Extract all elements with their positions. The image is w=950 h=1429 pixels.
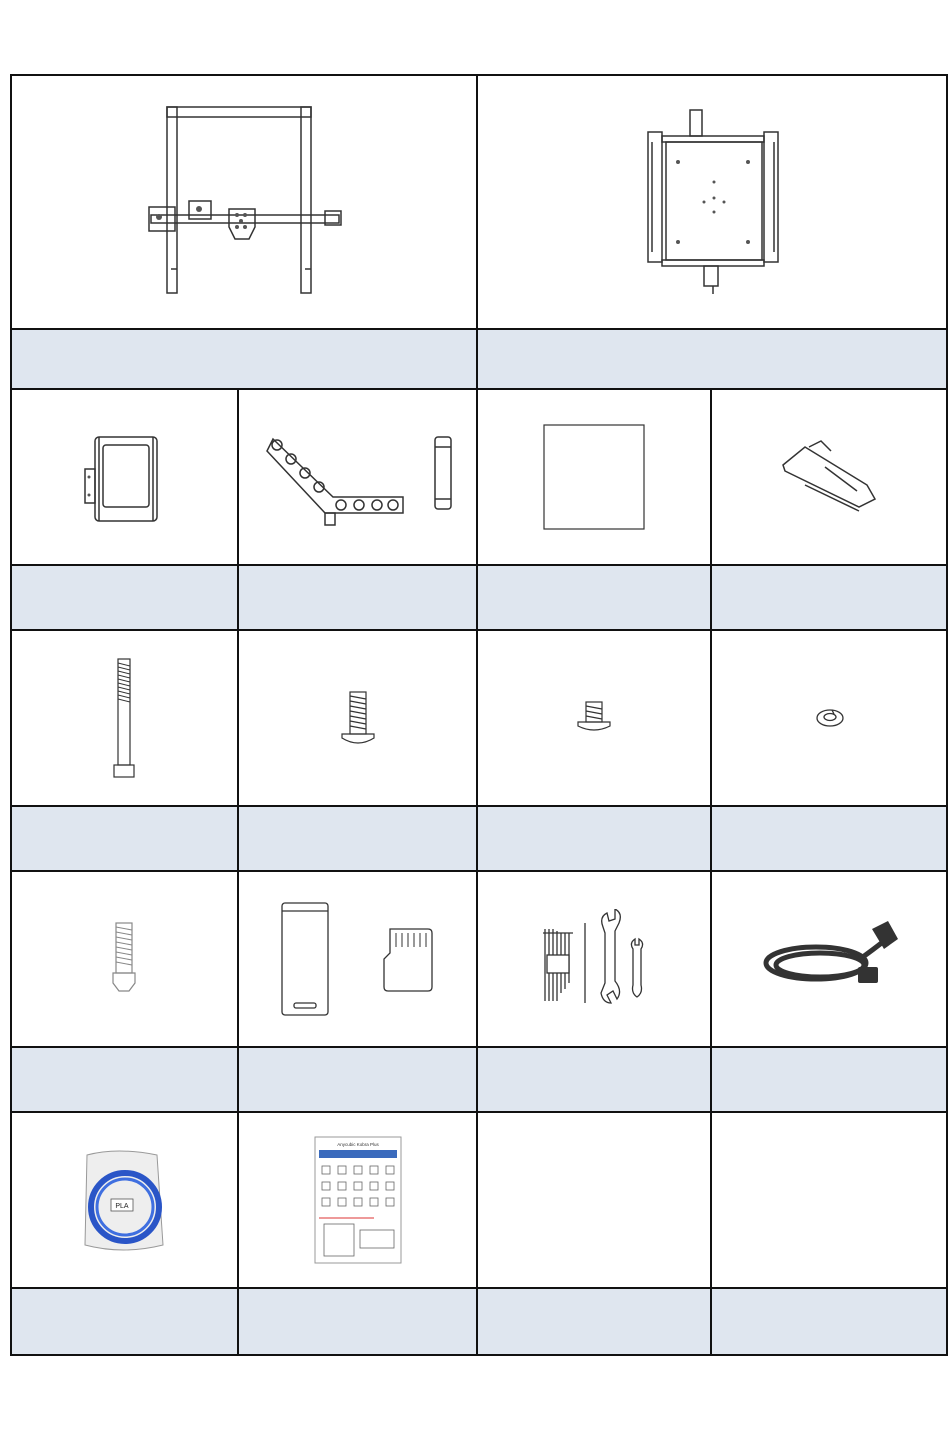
quick-guide-cell — [238, 1112, 477, 1288]
power-cable-icon — [760, 919, 900, 999]
button-head-screw-icon — [338, 688, 378, 748]
gantry-frame-icon — [129, 97, 359, 307]
part-label — [477, 329, 948, 389]
empty-cell — [711, 1112, 948, 1288]
part-label — [477, 806, 711, 871]
button-head-screw-cell — [238, 630, 477, 806]
short-screw-cell — [477, 630, 711, 806]
part-label — [477, 1047, 711, 1112]
part-label — [10, 1047, 238, 1112]
part-label — [477, 1288, 711, 1356]
part-label — [10, 1288, 238, 1356]
display-screen-cell — [10, 389, 238, 565]
parts-list-table — [10, 74, 948, 1356]
short-screw-icon — [574, 698, 614, 738]
part-label — [238, 806, 477, 871]
part-label — [238, 1047, 477, 1112]
part-label — [10, 806, 238, 871]
nozzle-cell — [10, 871, 238, 1047]
filament-holder-icon — [263, 427, 453, 527]
nozzle-icon — [109, 919, 139, 999]
long-screw-cell — [10, 630, 238, 806]
spatula-icon — [775, 437, 885, 517]
part-label — [10, 329, 477, 389]
spring-washer-cell — [711, 630, 948, 806]
quick-guide-document-icon — [314, 1136, 402, 1264]
printer-base-icon — [638, 102, 788, 302]
printer-base-cell — [477, 74, 948, 329]
display-screen-icon — [79, 427, 169, 527]
long-screw-icon — [109, 655, 139, 781]
part-label — [711, 565, 948, 630]
empty-cell — [477, 1112, 711, 1288]
part-label — [711, 1288, 948, 1356]
gantry-frame-cell — [10, 74, 477, 329]
part-label — [238, 1288, 477, 1356]
card-reader-sd-card-icon — [278, 899, 438, 1019]
pla-filament-sample-icon — [79, 1145, 169, 1255]
leveling-sheet-icon — [542, 423, 646, 531]
spring-washer-icon — [814, 706, 846, 730]
part-label — [10, 565, 238, 630]
power-cable-cell — [711, 871, 948, 1047]
spatula-cell — [711, 389, 948, 565]
pla-filament-cell — [10, 1112, 238, 1288]
part-label — [711, 1047, 948, 1112]
pla-label-text: PLA — [115, 1203, 129, 1210]
part-label — [238, 565, 477, 630]
part-label — [477, 565, 711, 630]
card-reader-sd-card-cell — [238, 871, 477, 1047]
part-label — [711, 806, 948, 871]
leveling-sheet-cell — [477, 389, 711, 565]
tool-kit-icon — [539, 909, 649, 1009]
guide-title-text: Anycubic Kobra Plus — [336, 1142, 379, 1147]
tool-kit-cell — [477, 871, 711, 1047]
filament-holder-cell — [238, 389, 477, 565]
